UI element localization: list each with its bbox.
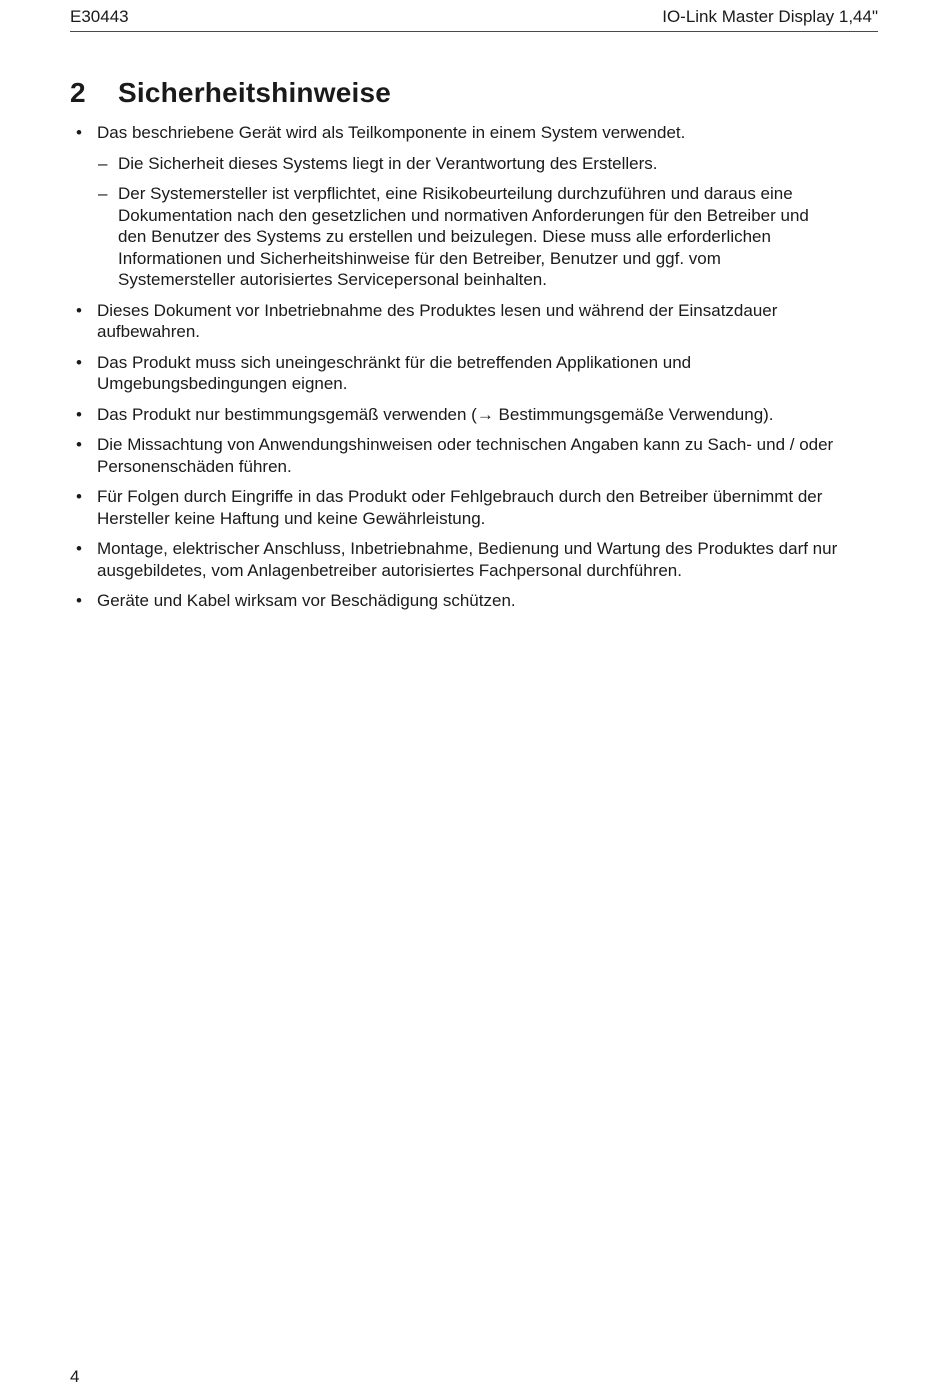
list-item (70, 538, 857, 581)
list-item-text: Montage, elektrischer Anschluss, Inbetriebnahme, Bedienung und Wartung des Produktes darf nur ausgebildetes, vom Anlagenbetreiber autorisiertes Fachpersonal durchführen. (97, 539, 838, 580)
list-marker: • (76, 352, 82, 372)
list-marker: • (76, 404, 82, 424)
list-marker: • (76, 435, 82, 454)
section-heading (70, 78, 878, 108)
list-marker: – (98, 184, 108, 203)
list-item-text: Der Systemersteller ist verpflichtet, eine Risikobeurteilung durchzuführen und daraus eine Dokumentation nach den gesetzlichen und normativen Anforderungen für den Betreiber und den Benutzer des Systems zu erstellen und beizulegen. Diese muss alle erforderlichen Informationen und Sicherheitshinweise für den Betreiber, Benutzer und ggf. vom Systemersteller autorisiertes Servicepersonal beinhalten. (118, 184, 809, 289)
list-item-text: Das Produkt muss sich uneingeschränkt für die betreffenden Applikationen und Umgebungsbedingungen eignen. (97, 352, 692, 393)
list-marker: • (76, 487, 82, 506)
list-item-text: Die Sicherheit dieses Systems liegt in der Verantwortung des Erstellers. (118, 153, 658, 173)
list-item-text: Das Produkt nur bestimmungsgemäß verwenden (→ Bestimmungsgemäße Verwendung). (97, 404, 774, 424)
list-marker: • (76, 123, 82, 142)
content-area (70, 78, 878, 621)
section-number: 2 (70, 77, 86, 108)
list-marker: • (76, 591, 82, 610)
list-item (70, 352, 857, 395)
list-item (70, 486, 857, 529)
page-number: 4 (70, 1367, 80, 1386)
doc-title: IO-Link Master Display 1,44" (662, 7, 878, 26)
list-item-text: Dieses Dokument vor Inbetriebnahme des Produktes lesen und während der Einsatzdauer aufbewahren. (97, 300, 778, 341)
list-item-text: Für Folgen durch Eingriffe in das Produkt oder Fehlgebrauch durch den Betreiber übernimmt der Hersteller keine Haftung und keine Gewährleistung. (97, 487, 823, 528)
list-item (70, 300, 857, 343)
list-item (70, 122, 857, 144)
list-item-text: Das beschriebene Gerät wird als Teilkomponente in einem System verwendet. (97, 123, 686, 142)
page-header (70, 6, 878, 32)
list-item (70, 434, 857, 477)
list-item (70, 590, 857, 612)
doc-number: E30443 (70, 7, 129, 26)
section-title: Sicherheitshinweise (118, 77, 392, 108)
list-marker: • (76, 300, 82, 320)
list-item (70, 404, 857, 426)
list-marker: – (98, 153, 108, 173)
list-item (70, 183, 833, 291)
list-item (70, 153, 833, 175)
page-footer (70, 1366, 79, 1388)
list-item-text: Die Missachtung von Anwendungshinweisen oder technischen Angaben kann zu Sach- und / oder Personenschäden führen. (97, 435, 834, 476)
list-marker: • (76, 539, 82, 558)
safety-instructions-list (70, 122, 878, 612)
list-item-text: Geräte und Kabel wirksam vor Beschädigung schützen. (97, 591, 516, 610)
